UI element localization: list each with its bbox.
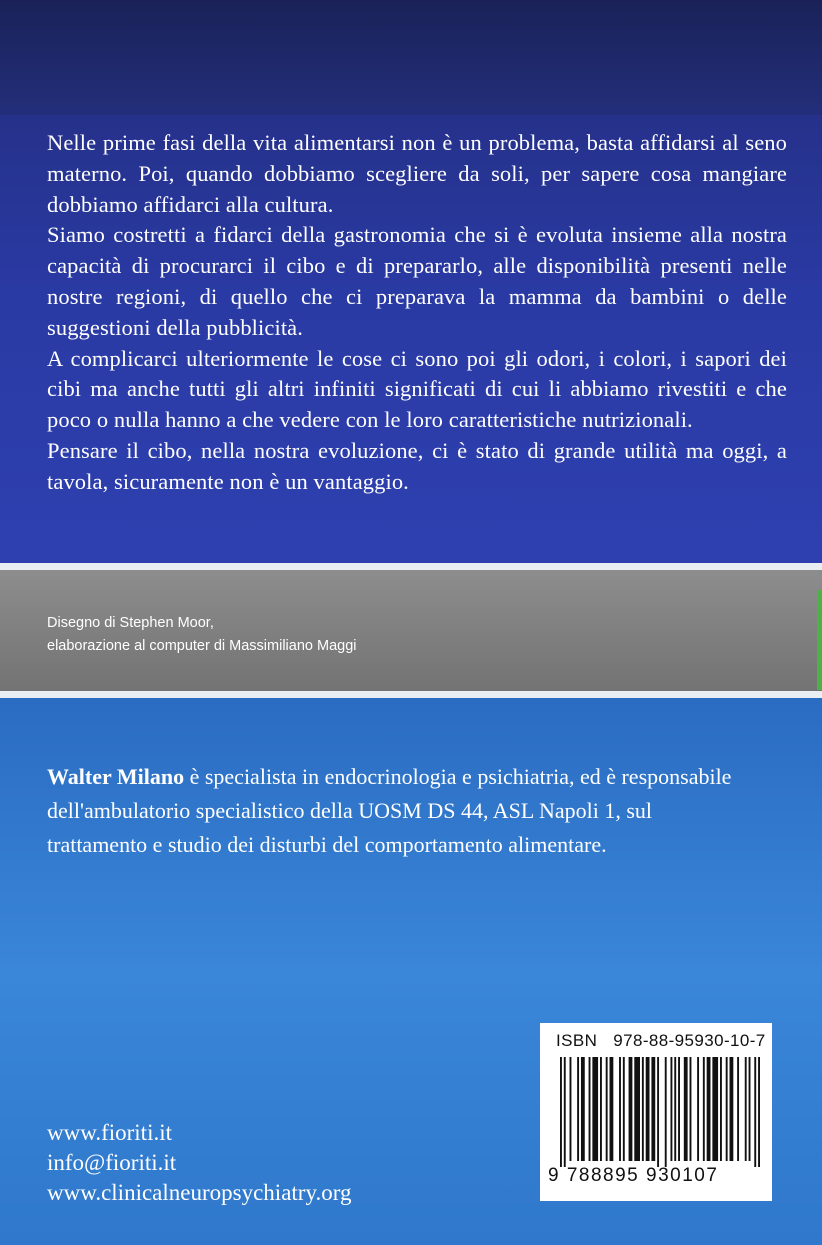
barcode-bar	[665, 1057, 667, 1167]
barcode-bar	[589, 1057, 591, 1161]
barcode	[560, 1057, 760, 1167]
barcode-bar	[629, 1057, 633, 1161]
isbn-line	[556, 1031, 766, 1051]
author-bio-text: è specialista in endocrinologia e psichiatria, ed è responsabile dell'ambulatorio specialistico della UOSM DS 44, ASL Napoli 1, sul trattamento e studio dei disturbi del comportamento alimentare.	[47, 764, 732, 857]
barcode-bar	[720, 1057, 722, 1161]
barcode-bar	[581, 1057, 585, 1161]
isbn-number: 978-88-95930-10-7	[613, 1031, 766, 1050]
barcode-bar	[690, 1057, 692, 1161]
barcode-bar	[726, 1057, 728, 1161]
barcode-bar	[712, 1057, 718, 1161]
barcode-bar	[619, 1057, 621, 1161]
barcode-bar	[642, 1057, 644, 1161]
blurb-paragraph: Pensare il cibo, nella nostra evoluzione, ci è stato di grande utilità ma oggi, a tavola, sicuramente non è un vantaggio.	[47, 437, 787, 494]
credit-line: elaborazione al computer di Massimiliano Maggi	[47, 638, 357, 654]
email-link[interactable]: info@fioriti.it	[47, 1150, 177, 1175]
author-name: Walter Milano	[47, 764, 185, 789]
barcode-bar	[749, 1057, 751, 1161]
barcode-bar	[570, 1057, 572, 1161]
contact-links	[47, 1118, 351, 1208]
blurb-text	[47, 128, 787, 498]
barcode-bar	[564, 1057, 566, 1167]
barcode-bar	[697, 1057, 699, 1161]
barcode-bar	[730, 1057, 734, 1161]
barcode-bar	[646, 1057, 650, 1161]
website-link[interactable]: www.fioriti.it	[47, 1120, 172, 1145]
accent-edge	[817, 590, 822, 690]
barcode-bar	[592, 1057, 598, 1161]
barcode-bar	[651, 1057, 655, 1161]
barcode-bar	[674, 1057, 676, 1161]
blurb-paragraph: A complicarci ulteriormente le cose ci sono poi gli odori, i colori, i sapori dei cibi ma anche tutti gli altri infiniti significati di cui li abbiamo rivestiti e che poco o nulla hanno a che vedere con le loro caratteristiche nutrizionali.	[47, 345, 787, 433]
illustration-credit	[47, 612, 356, 658]
barcode-bar	[678, 1057, 680, 1161]
top-band	[0, 0, 822, 120]
barcode-bar	[707, 1057, 711, 1161]
barcode-bar	[606, 1057, 608, 1161]
isbn-label: ISBN	[556, 1031, 598, 1050]
barcode-box	[540, 1023, 772, 1201]
barcode-bar	[703, 1057, 705, 1161]
author-bio	[47, 760, 747, 862]
barcode-bar	[577, 1057, 579, 1161]
divider	[0, 563, 822, 570]
divider	[0, 691, 822, 698]
ean-number: 9 788895 930107	[548, 1165, 719, 1186]
blurb-paragraph: Nelle prime fasi della vita alimentarsi non è un problema, basta affidarsi al seno materno. Poi, quando dobbiamo scegliere da soli, per sapere cosa mangiare dobbiamo affidarci alla cultura.	[47, 130, 787, 217]
credit-line: Disegno di Stephen Moor,	[47, 615, 214, 631]
barcode-bar	[600, 1057, 602, 1161]
barcode-bar	[758, 1057, 760, 1167]
barcode-bar	[623, 1057, 625, 1161]
blurb-paragraph: Siamo costretti a fidarci della gastronomia che si è evoluta insieme alla nostra capacità di procurarci il cibo e di prepararlo, alle disponibilità presenti nelle nostre regioni, di quello che ci preparava la mamma da bambini o delle suggestioni della pubblicità.	[47, 222, 787, 340]
barcode-bar	[610, 1057, 614, 1161]
barcode-bar	[737, 1057, 739, 1161]
barcode-bar	[684, 1057, 688, 1161]
barcode-bar	[745, 1057, 747, 1161]
website2-link[interactable]: www.clinicalneuropsychiatry.org	[47, 1180, 352, 1205]
barcode-bar	[670, 1057, 672, 1161]
barcode-bar	[754, 1057, 756, 1167]
barcode-bar	[657, 1057, 659, 1167]
barcode-bar	[634, 1057, 640, 1161]
barcode-bar	[560, 1057, 562, 1167]
